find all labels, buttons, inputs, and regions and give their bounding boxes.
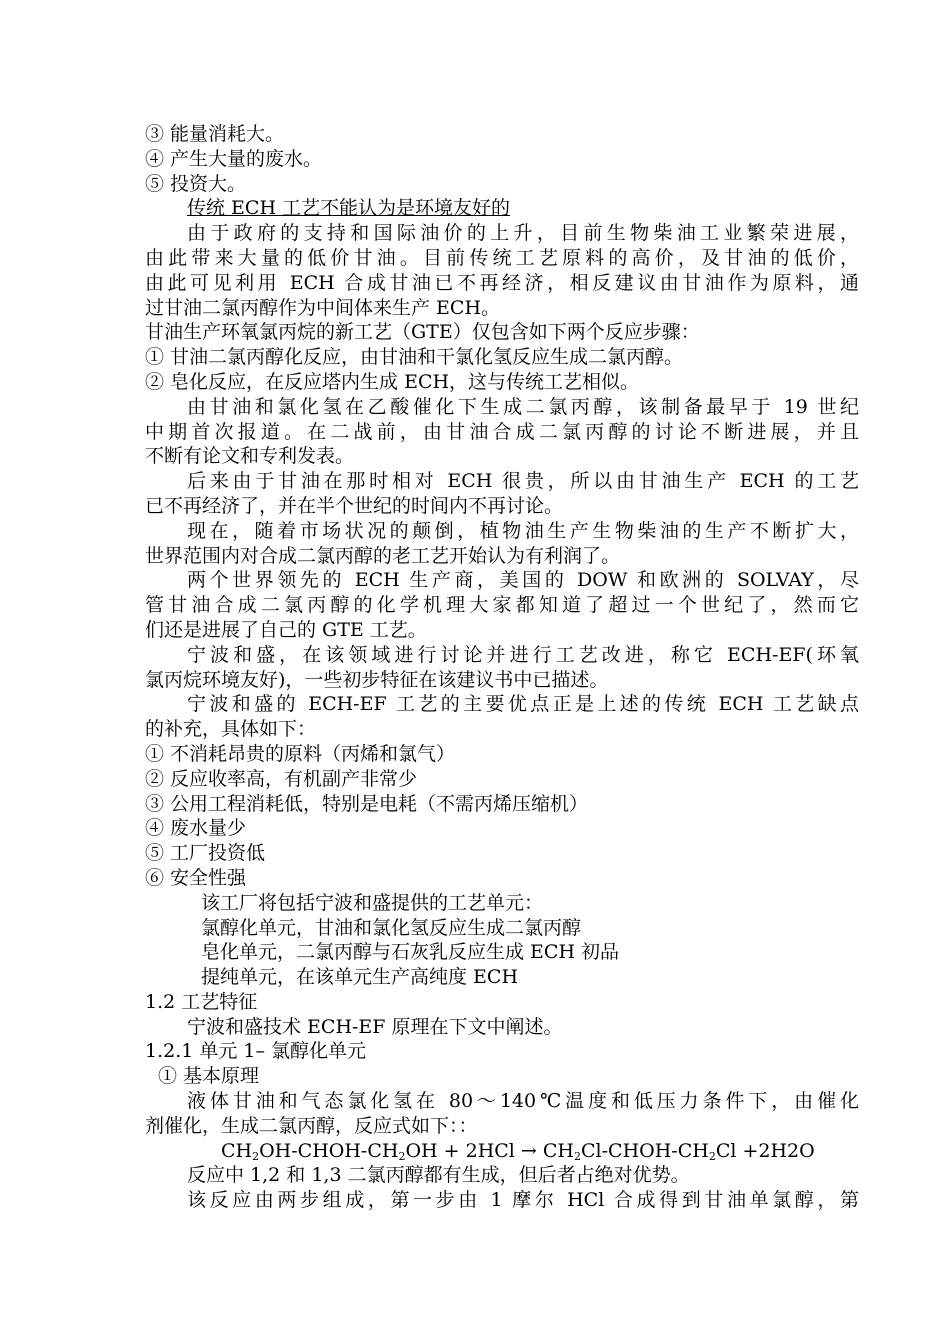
list-item: ⑤ 工厂投资低 bbox=[145, 842, 266, 865]
formula-part: Cl +2H2O bbox=[715, 1139, 815, 1162]
paragraph-line: 不断有论文和专利发表。 bbox=[145, 445, 355, 468]
paragraph-line: 管甘油合成二氯丙醇的化学机理大家都知道了超过一个世纪了，然而它 bbox=[145, 594, 859, 617]
list-item: ③ 能量消耗大。 bbox=[145, 123, 285, 145]
list-item: ① 不消耗昂贵的原料（丙烯和氯气） bbox=[145, 742, 456, 765]
underlined-heading-text: 传统 ECH 工艺不能认为是环境友好的 bbox=[187, 197, 511, 220]
paragraph-line: 氯丙烷环境友好)，一些初步特征在该建议书中已描述。 bbox=[145, 668, 609, 691]
formula-subscript: 2 bbox=[398, 1149, 406, 1163]
formula-part: CH bbox=[221, 1139, 253, 1162]
paragraph-line: 们还是进展了自己的 GTE 工艺。 bbox=[145, 618, 427, 641]
list-item: ③ 公用工程消耗低，特别是电耗（不需丙烯压缩机） bbox=[145, 792, 589, 815]
underlined-heading bbox=[145, 196, 859, 221]
list-item: 皂化单元，二氯丙醇与石灰乳反应生成 ECH 初品 bbox=[201, 941, 620, 964]
paragraph-line: 宁波和盛的 ECH-EF 工艺的主要优点正是上述的传统 ECH 工艺缺点 bbox=[187, 693, 859, 716]
formula-subscript: 2 bbox=[574, 1149, 581, 1163]
paragraph-line: 过甘油二氯丙醇作为中间体来生产 ECH。 bbox=[145, 296, 501, 319]
paragraph-line: 由甘油和氯化氢在乙酸催化下生成二氯丙醇，该制备最早于 19 世纪 bbox=[187, 395, 859, 418]
paragraph-line: 由于政府的支持和国际油价的上升，目前生物柴油工业繁荣进展， bbox=[187, 222, 859, 245]
subsection-heading: ① 基本原理 bbox=[158, 1065, 260, 1088]
formula-part: Cl-CHOH-CH bbox=[581, 1139, 709, 1162]
paragraph-line: 剂催化，生成二氯丙醇，反应式如下：： bbox=[145, 1114, 478, 1137]
formula-part: OH-CHOH-CH bbox=[259, 1139, 399, 1162]
paragraph-line: 由此可见利用 ECH 合成甘油已不再经济，相反建议由甘油作为原料，通 bbox=[145, 271, 859, 294]
list-item: ④ 产生大量的废水。 bbox=[145, 147, 323, 170]
units-intro: 该工厂将包括宁波和盛提供的工艺单元： bbox=[201, 891, 544, 914]
list-item: ⑥ 安全性强 bbox=[145, 866, 247, 889]
list-item: ② 反应收率高，有机副产非常少 bbox=[145, 767, 418, 790]
formula-subscript: 2 bbox=[708, 1149, 716, 1163]
list-item: ② 皂化反应，在反应塔内生成 ECH，这与传统工艺相似。 bbox=[145, 370, 640, 393]
list-item: ① 甘油二氯丙醇化反应，由甘油和干氯化氢反应生成二氯丙醇。 bbox=[145, 346, 684, 369]
section-heading: 1.2 工艺特征 bbox=[145, 990, 258, 1013]
paragraph-line: 宁波和盛，在该领域进行讨论并进行工艺改进，称它 ECH-EF(环氧 bbox=[187, 643, 859, 666]
paragraph-line: 现在，随着市场状况的颠倒，植物油生产生物柴油的生产不断扩大， bbox=[187, 519, 859, 542]
list-item: 氯醇化单元，甘油和氯化氢反应生成二氯丙醇 bbox=[201, 916, 582, 939]
document-body bbox=[145, 122, 859, 1213]
reaction-formula bbox=[145, 1139, 859, 1164]
paragraph-line: 反应中 1,2 和 1,3 二氯丙醇都有生成，但后者占绝对优势。 bbox=[187, 1164, 690, 1187]
paragraph-line: 两个世界领先的 ECH 生产商，美国的 DOW 和欧洲的 SOLVAY，尽 bbox=[187, 569, 859, 592]
list-item: 提纯单元，在该单元生产高纯度 ECH bbox=[201, 966, 519, 989]
paragraph-line: 后来由于甘油在那时相对 ECH 很贵，所以由甘油生产 ECH 的工艺 bbox=[187, 470, 859, 493]
section-heading: 1.2.1 单元 1– 氯醇化单元 bbox=[145, 1040, 367, 1063]
paragraph-line: 该反应由两步组成，第一步由 1 摩尔 HCl 合成得到甘油单氯醇，第 bbox=[187, 1189, 859, 1212]
paragraph-line: 液体甘油和气态氯化氢在 80～140℃温度和低压力条件下，由催化 bbox=[187, 1090, 859, 1113]
gte-intro: 甘油生产环氧氯丙烷的新工艺（GTE）仅包含如下两个反应步骤： bbox=[145, 321, 700, 344]
formula-subscript: 2 bbox=[252, 1149, 260, 1163]
paragraph-line: 中期首次报道。在二战前，由甘油合成二氯丙醇的讨论不断进展，并且 bbox=[145, 420, 859, 443]
formula-part: OH + 2HCl → CH bbox=[405, 1139, 574, 1162]
list-item: ⑤ 投资大。 bbox=[145, 172, 247, 195]
list-item: ④ 废水量少 bbox=[145, 817, 247, 840]
paragraph-line: 由此带来大量的低价甘油。目前传统工艺原料的高价，及甘油的低价， bbox=[145, 246, 859, 269]
paragraph-line: 已不再经济了，并在半个世纪的时间内不再讨论。 bbox=[145, 494, 564, 517]
paragraph-line: 宁波和盛技术 ECH-EF 原理在下文中阐述。 bbox=[187, 1015, 563, 1038]
paragraph-line: 的补充，具体如下： bbox=[145, 718, 317, 741]
paragraph-line: 世界范围内对合成二氯丙醇的老工艺开始认为有利润了。 bbox=[145, 544, 621, 567]
